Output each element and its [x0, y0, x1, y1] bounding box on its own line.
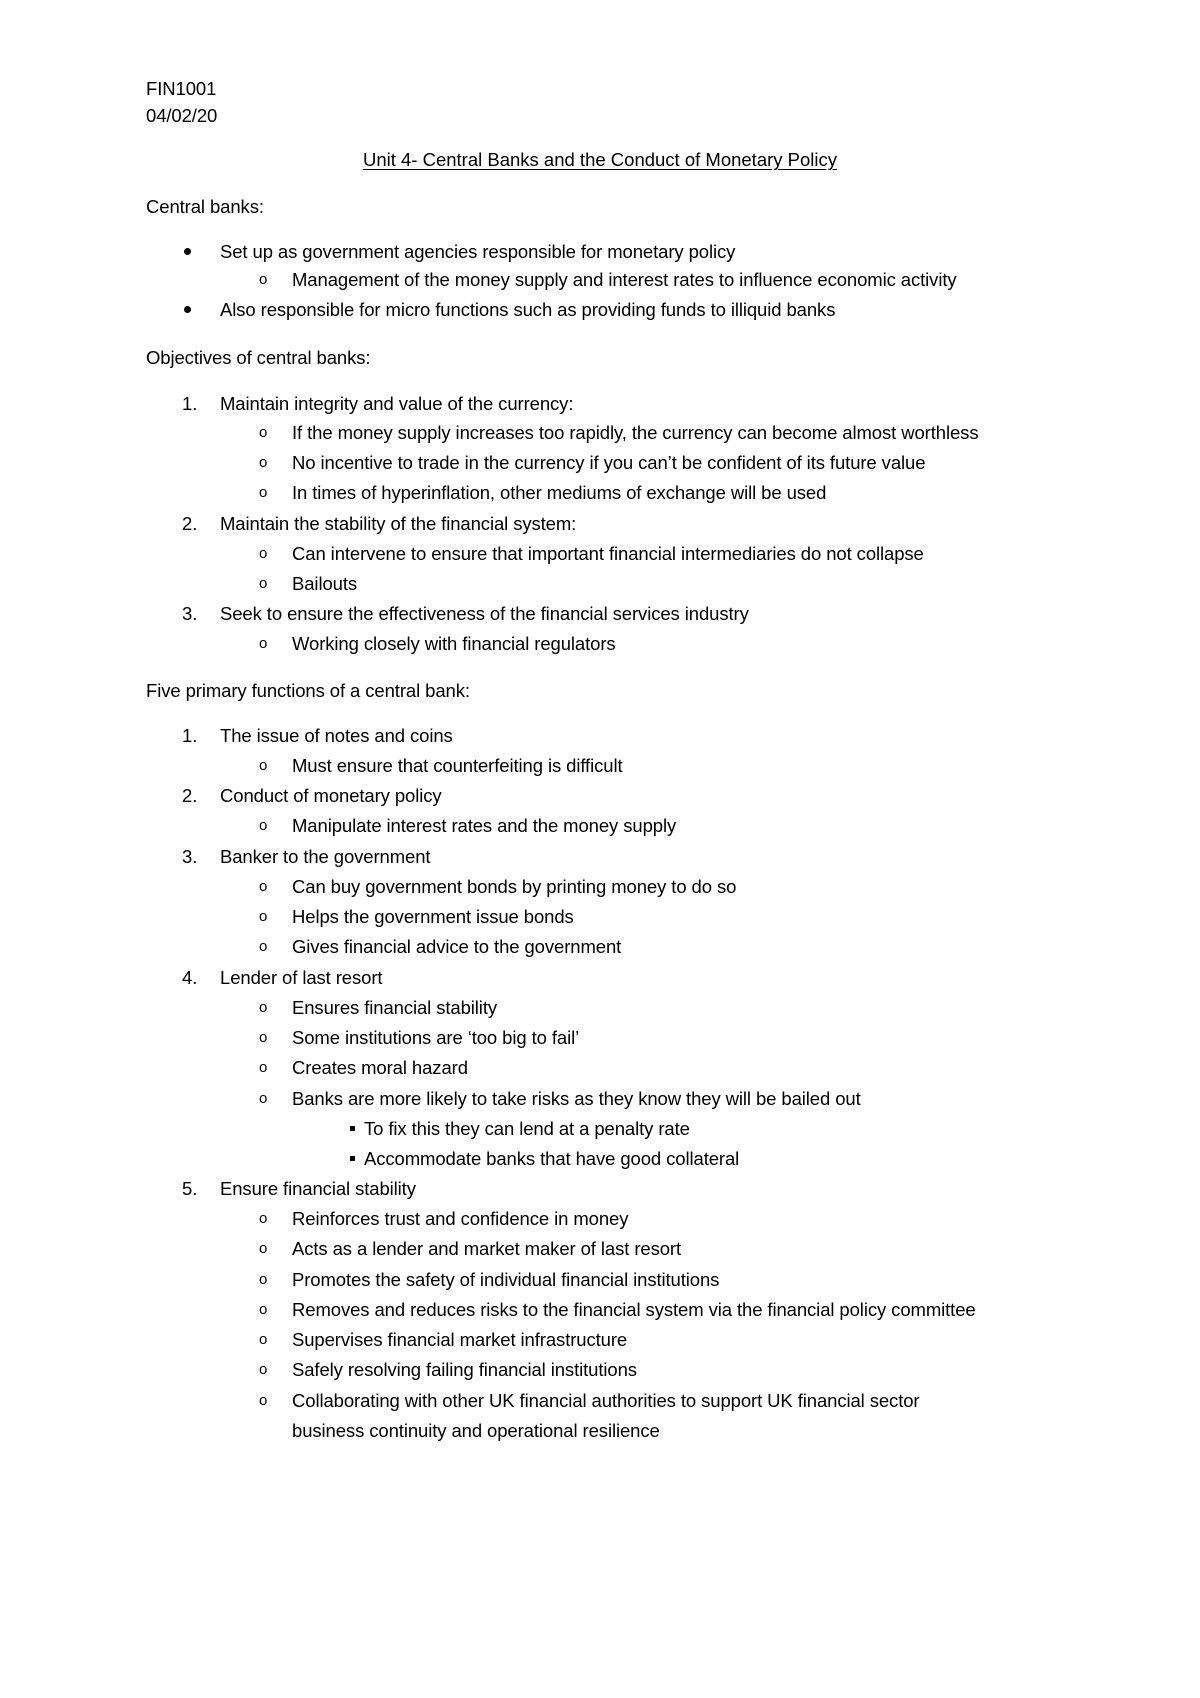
sub-bullet-icon: o — [259, 908, 268, 925]
central-banks-heading: Central banks: — [146, 196, 264, 217]
list-item: Promotes the safety of individual financial institutions — [292, 1269, 720, 1290]
bullet-dot-icon — [184, 306, 191, 313]
sub-bullet-icon: o — [259, 878, 268, 895]
list-item: Some institutions are ‘too big to fail’ — [292, 1027, 580, 1048]
list-item: Can buy government bonds by printing money to do so — [292, 876, 737, 897]
list-item: No incentive to trade in the currency if you can’t be confident of its future value — [292, 452, 926, 473]
sub-bullet-icon: o — [259, 484, 268, 501]
list-number: 4. — [182, 967, 198, 988]
sub-bullet-icon: o — [259, 454, 268, 471]
list-item: In times of hyperinflation, other mediums of exchange will be used — [292, 482, 827, 503]
list-item: Accommodate banks that have good collateral — [364, 1148, 740, 1169]
list-item: Management of the money supply and interest rates to influence economic activity — [292, 269, 957, 290]
list-item: Lender of last resort — [220, 967, 383, 988]
list-number: 2. — [182, 785, 198, 806]
sub-bullet-icon: o — [259, 1029, 268, 1046]
list-item: Maintain the stability of the financial system: — [220, 513, 577, 534]
list-item: Ensure financial stability — [220, 1178, 416, 1199]
list-item: Acts as a lender and market maker of last resort — [292, 1238, 682, 1259]
list-item: Ensures financial stability — [292, 997, 498, 1018]
objectives-heading: Objectives of central banks: — [146, 347, 371, 368]
sub-bullet-icon: o — [259, 1059, 268, 1076]
list-item: If the money supply increases too rapidly, the currency can become almost worthless — [292, 422, 979, 443]
list-item: Working closely with financial regulators — [292, 633, 616, 654]
sub-bullet-icon: o — [259, 1361, 268, 1378]
list-item: Manipulate interest rates and the money supply — [292, 815, 677, 836]
list-item: Can intervene to ensure that important financial intermediaries do not collapse — [292, 543, 924, 564]
course-code: FIN1001 — [146, 78, 217, 99]
list-item: Removes and reduces risks to the financial system via the financial policy committee — [292, 1299, 976, 1320]
list-number: 1. — [182, 393, 198, 414]
square-bullet-icon — [350, 1126, 355, 1131]
list-item: Supervises financial market infrastructure — [292, 1329, 628, 1350]
sub-bullet-icon: o — [259, 1271, 268, 1288]
list-item: Set up as government agencies responsible for monetary policy — [220, 241, 736, 262]
list-item: Helps the government issue bonds — [292, 906, 574, 927]
sub-bullet-icon: o — [259, 1301, 268, 1318]
list-item: Also responsible for micro functions such as providing funds to illiquid banks — [220, 299, 836, 320]
list-item: Maintain integrity and value of the currency: — [220, 393, 574, 414]
list-item: Collaborating with other UK financial authorities to support UK financial sector — [292, 1390, 920, 1411]
sub-bullet-icon: o — [259, 1240, 268, 1257]
list-item: Reinforces trust and confidence in money — [292, 1208, 629, 1229]
list-number: 2. — [182, 513, 198, 534]
list-item: The issue of notes and coins — [220, 725, 453, 746]
bullet-dot-icon — [184, 248, 191, 255]
list-item: Conduct of monetary policy — [220, 785, 442, 806]
sub-bullet-icon: o — [259, 938, 268, 955]
list-item: Seek to ensure the effectiveness of the financial services industry — [220, 603, 749, 624]
list-item: business continuity and operational resilience — [292, 1420, 660, 1441]
sub-bullet-icon: o — [259, 1392, 268, 1409]
list-item: To fix this they can lend at a penalty rate — [364, 1118, 690, 1139]
list-number: 3. — [182, 603, 198, 624]
square-bullet-icon — [350, 1156, 355, 1161]
list-number: 5. — [182, 1178, 198, 1199]
sub-bullet-icon: o — [259, 575, 268, 592]
list-item: Banker to the government — [220, 846, 431, 867]
sub-bullet-icon: o — [259, 817, 268, 834]
sub-bullet-icon: o — [259, 635, 268, 652]
sub-bullet-icon: o — [259, 1090, 268, 1107]
list-item: Gives financial advice to the government — [292, 936, 622, 957]
page-title: Unit 4- Central Banks and the Conduct of Monetary Policy — [362, 149, 838, 170]
list-number: 1. — [182, 725, 198, 746]
sub-bullet-icon: o — [259, 424, 268, 441]
list-item: Banks are more likely to take risks as they know they will be bailed out — [292, 1088, 861, 1109]
list-item: Safely resolving failing financial institutions — [292, 1359, 637, 1380]
functions-heading: Five primary functions of a central bank: — [146, 680, 470, 701]
list-item: Creates moral hazard — [292, 1057, 468, 1078]
document-date: 04/02/20 — [146, 105, 218, 126]
sub-bullet-icon: o — [259, 757, 268, 774]
sub-bullet-icon: o — [259, 1210, 268, 1227]
list-number: 3. — [182, 846, 198, 867]
sub-bullet-icon: o — [259, 999, 268, 1016]
sub-bullet-icon: o — [259, 545, 268, 562]
sub-bullet-icon: o — [259, 271, 268, 288]
list-item: Must ensure that counterfeiting is difficult — [292, 755, 623, 776]
sub-bullet-icon: o — [259, 1331, 268, 1348]
list-item: Bailouts — [292, 573, 358, 594]
